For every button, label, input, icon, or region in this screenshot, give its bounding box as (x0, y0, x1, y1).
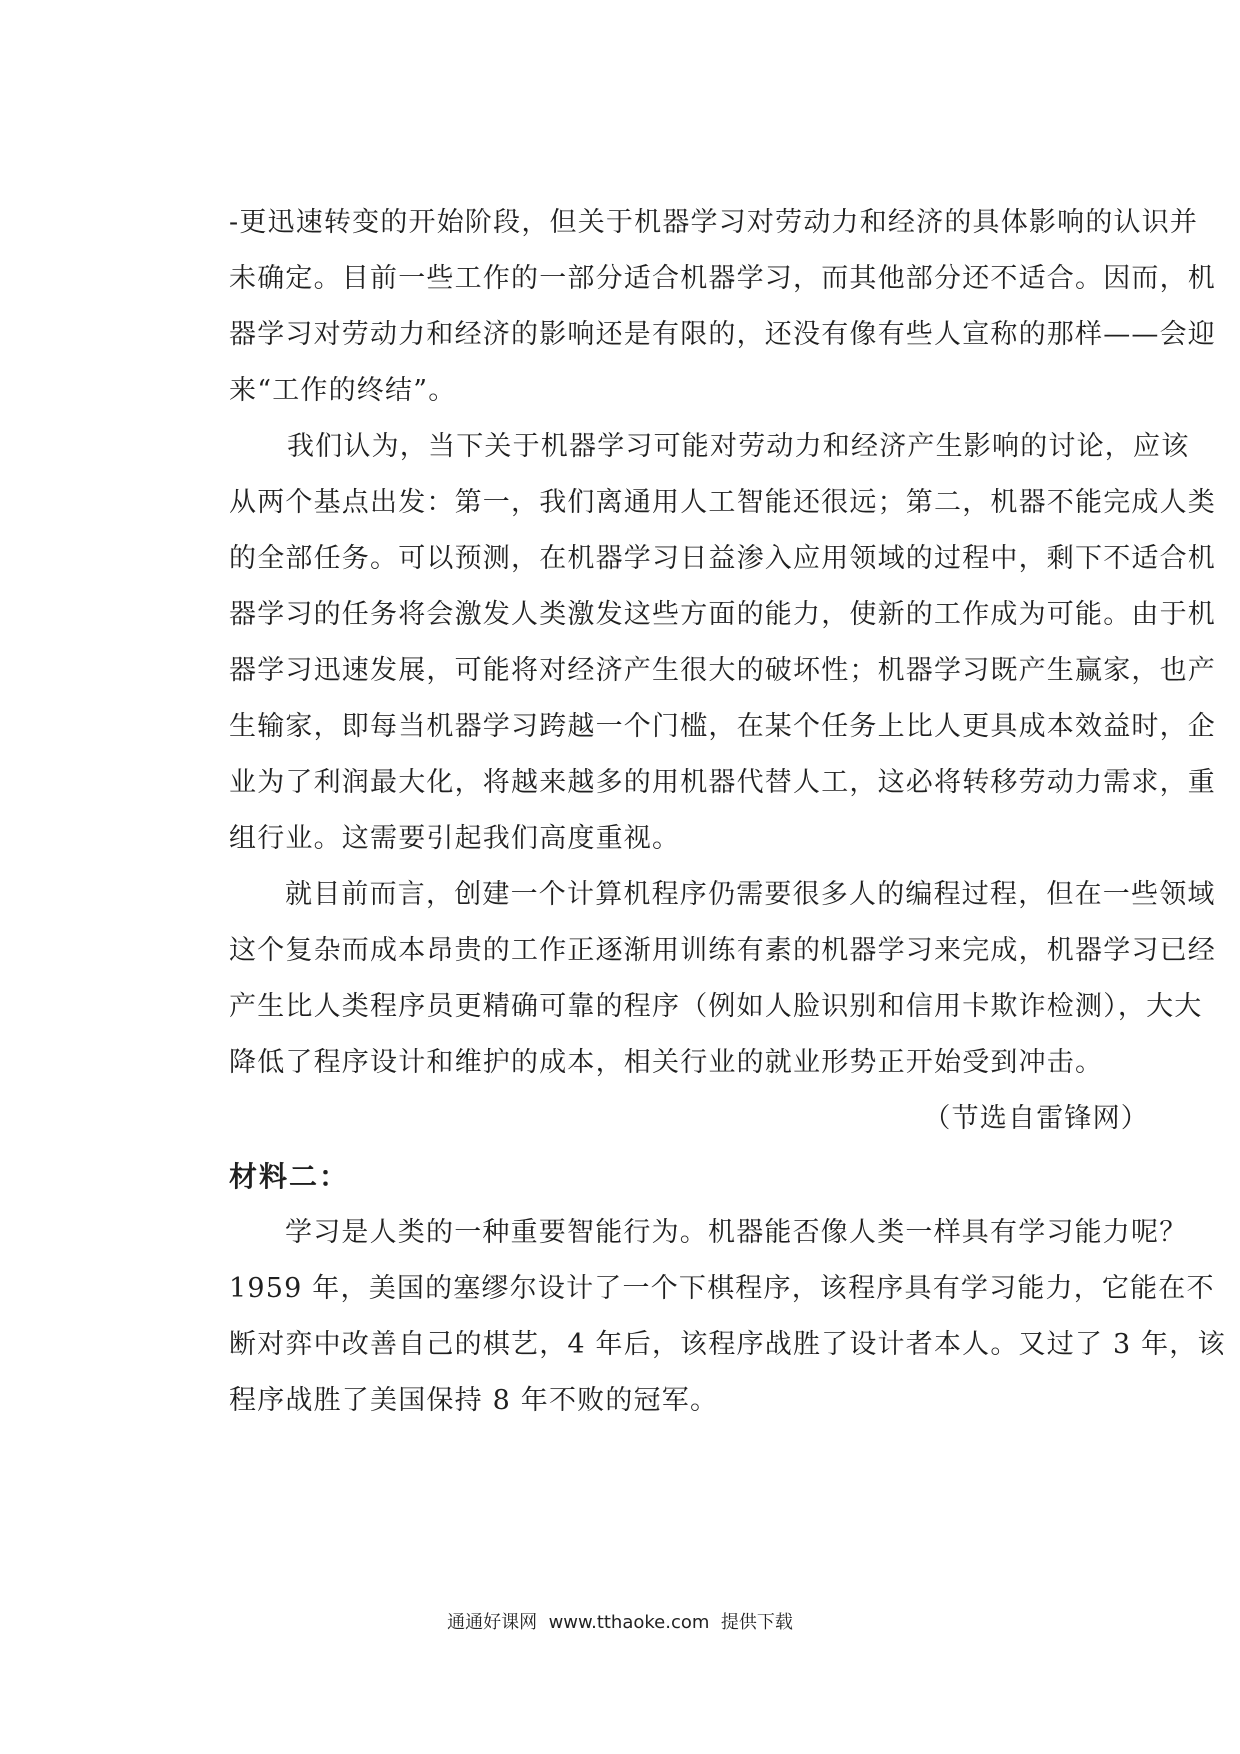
text-line: -更迅速转变的开始阶段，但关于机器学习对劳动力和经济的具体影响的认识并 (229, 207, 1199, 238)
footer-credit: 通通好课网 www.tthaoke.com 提供下载 (447, 1612, 793, 1633)
text-line: 来“工作的终结”。 (229, 375, 457, 406)
text-line: 就目前而言，创建一个计算机程序仍需要很多人的编程过程，但在一些领域 (285, 879, 1216, 910)
text-line: 我们认为，当下关于机器学习可能对劳动力和经济产生影响的讨论，应该 (287, 431, 1190, 462)
section-heading: 材料二： (229, 1160, 350, 1193)
text-line: 这个复杂而成本昂贵的工作正逐渐用训练有素的机器学习来完成，机器学习已经 (229, 935, 1216, 966)
text-line: 程序战胜了美国保持 8 年不败的冠军。 (229, 1385, 719, 1416)
text-line: 未确定。目前一些工作的一部分适合机器学习，而其他部分还不适合。因而，机 (229, 263, 1216, 294)
text-line: 器学习迅速发展，可能将对经济产生很大的破坏性；机器学习既产生赢家，也产 (229, 655, 1216, 686)
text-line: 器学习对劳动力和经济的影响还是有限的，还没有像有些人宣称的那样——会迎 (229, 319, 1216, 350)
text-line: 断对弈中改善自己的棋艺，4 年后，该程序战胜了设计者本人。又过了 3 年，该 (229, 1329, 1226, 1360)
text-line: 组行业。这需要引起我们高度重视。 (229, 823, 681, 854)
text-line: 1959 年，美国的塞缪尔设计了一个下棋程序，该程序具有学习能力，它能在不 (229, 1273, 1215, 1304)
text-line: 的全部任务。可以预测，在机器学习日益渗入应用领域的过程中，剩下不适合机 (229, 543, 1216, 574)
text-line: 从两个基点出发：第一，我们离通用人工智能还很远；第二，机器不能完成人类 (229, 487, 1216, 518)
text-line: 降低了程序设计和维护的成本，相关行业的就业形势正开始受到冲击。 (229, 1047, 1104, 1078)
text-line: 学习是人类的一种重要智能行为。机器能否像人类一样具有学习能力呢？ (285, 1217, 1188, 1248)
text-line: 生输家，即每当机器学习跨越一个门槛，在某个任务上比人更具成本效益时，企 (229, 711, 1216, 742)
source-citation: （节选自雷锋网） (923, 1103, 1149, 1134)
text-line: 产生比人类程序员更精确可靠的程序（例如人脸识别和信用卡欺诈检测），大大 (229, 991, 1203, 1022)
text-line: 业为了利润最大化，将越来越多的用机器代替人工，这必将转移劳动力需求，重 (229, 767, 1216, 798)
text-line: 器学习的任务将会激发人类激发这些方面的能力，使新的工作成为可能。由于机 (229, 599, 1216, 630)
